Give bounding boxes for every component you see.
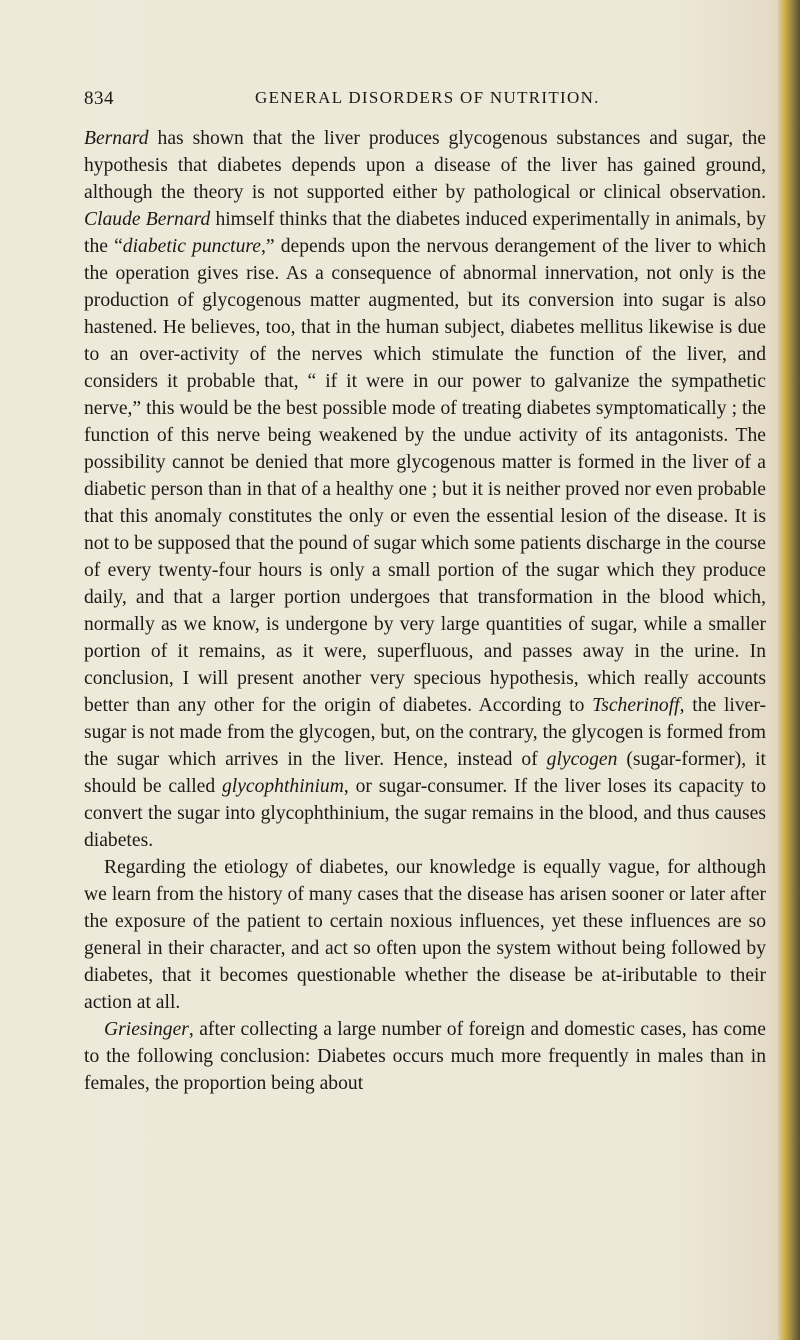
italic-text: Bernard	[84, 128, 149, 149]
paragraph-2	[84, 854, 766, 1016]
text-run: (sugar-former), it should be called	[84, 749, 766, 797]
italic-text: Griesinger	[104, 1019, 189, 1040]
italic-text: diabetic puncture	[122, 236, 261, 257]
italic-text: Claude Bernard	[84, 209, 211, 230]
text-run: , the liver-sugar is not made from the glycogen, but, on the contrary, the glycogen is formed from the sugar which arrives in the liver. Hence, instead of	[84, 695, 766, 770]
body-text	[84, 125, 766, 1097]
italic-text: Tscherinoff	[592, 695, 680, 716]
text-run: , after collecting a large number of foreign and domestic cases, has come to the following conclusion: Diabetes occurs much more frequently in males than in females, the proportion being about	[84, 1019, 766, 1094]
page-number: 834	[84, 88, 114, 109]
text-run: himself thinks that the diabetes induced experimentally in animals, by the “	[84, 209, 767, 257]
text-run: Regarding the etiology of diabetes, our knowledge is equally vague, for although we learn from the history of many cases that the disease has arisen sooner or later after the exposure of the patient to certain noxious influences, yet these influences are so general in their character, and act so often upon the system without being followed by diabetes, that it becomes questionable whether the disease be at-iributable to their action at all.	[84, 857, 766, 1013]
text-run: has shown that the liver produces glycogenous substances and sugar, the hypothesis that diabetes depends upon a disease of the liver has gained ground, although the theory is not supported either by pathological or clinical observation.	[84, 128, 766, 203]
paragraph-3	[84, 1016, 766, 1097]
page-edge-binding	[778, 0, 800, 1340]
running-head: GENERAL DISORDERS OF NUTRITION.	[255, 88, 600, 107]
text-run: , or sugar-consumer. If the liver loses its capacity to convert the sugar into glycophthinium, the sugar remains in the blood, and thus causes diabetes.	[84, 776, 766, 851]
page-header	[84, 88, 774, 118]
paragraph-1	[84, 125, 766, 854]
italic-text: glycogen	[546, 749, 618, 770]
italic-text: glycophthinium	[221, 776, 344, 797]
text-run: ,” depends upon the nervous derangement of the liver to which the operation gives rise. As a consequence of abnormal innervation, not only is the production of glycogenous matter augmented, but its conversion into sugar is also hastened. He believes, too, that in the human subject, diabetes mellitus likewise is due to an over-activity of the nerves which stimulate the function of the liver, and considers it probable that, “ if it were in our power to galvanize the sympathetic nerve,” this would be the best possible mode of treating diabetes symptomatically ; the function of this nerve being weakened by the undue activity of its antagonists. The possibility cannot be denied that more glycogenous matter is formed in the liver of a diabetic person than in that of a healthy one ; but it is neither proved nor even probable that this anomaly constitutes the only or even the essential lesion of the disease. It is not to be supposed that the pound of sugar which some patients discharge in the course of every twenty-four hours is only a small portion of the sugar which they produce daily, and that a larger portion undergoes that transformation in the blood which, normally as we know, is undergone by very large quantities of sugar, while a smaller portion of it remains, as it were, superfluous, and passes away in the urine. In conclusion, I will present another very specious hypothesis, which really accounts better than any other for the origin of diabetes. According to	[84, 236, 766, 716]
